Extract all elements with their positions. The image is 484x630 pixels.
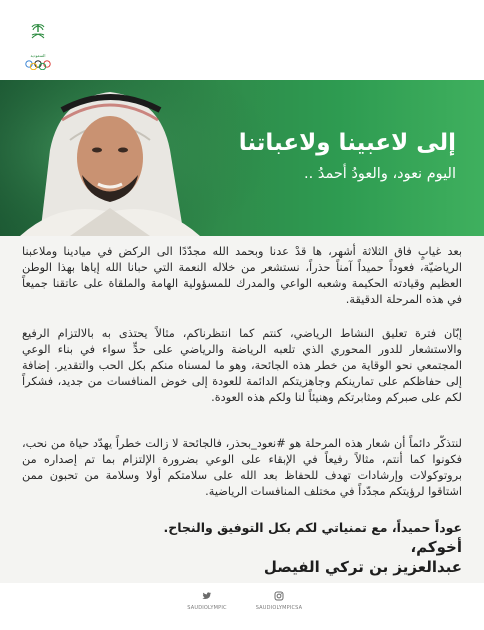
paragraph-2	[22, 326, 462, 406]
palm-swords-icon	[29, 22, 47, 40]
instagram-handle: SAUDIOLYMPICSA	[255, 605, 303, 611]
paragraph-text: لنتذكّر دائماً أن شعار هذه المرحلة هو #نعود_بحذر، فالجائحة لا زالت خطراً يهدّد حياة من نحب، فكونوا كما أنتم، مثالاً رفيعاً في الإبقاء على الوعي بضرورة الإلتزام بما تم إصداره من بروتوكولات وإرشادات تهدف للحفاظ بعد الله على سلامتكم أولا وسلامة من تحبون ممن اشتاقوا لرؤيتكم مجدّداً في مختلف المنافسات الرياضية.	[22, 437, 462, 498]
portrait-image	[0, 80, 260, 236]
signature-block	[22, 518, 462, 577]
olympic-rings-icon	[23, 60, 53, 70]
twitter-handle: SAUDIOLYMPIC	[187, 605, 227, 611]
instagram-link[interactable]	[244, 591, 314, 611]
paragraph-text: بعد غيابٍ فاق الثلاثة أشهر، ها قدْ عدنا وبحمد الله مجدّدًا الى الركض في ميادينا وملاعبنا الرياضيّة، فعوداً حميداً آمناً حذراً، نستشعر من خلاله النعمة التي حبانا الله إياها بهذا الوطن العظيم وقيادته الحكيمة وشعبه الواعي والمدرك للمسؤولية الهامة والملقاة على عاتقنا جميعاً في هذه المرحلة الدقيقة.	[22, 245, 462, 306]
saudi-olympic-logo	[22, 22, 54, 72]
footer	[0, 583, 484, 630]
signer-name: عبدالعزيز بن تركي الفيصل	[263, 558, 462, 576]
banner-headline: إلى لاعبينا ولاعباتنا	[238, 130, 456, 156]
closing-line: عوداً حميداً، مع تمنياتي لكم بكل التوفيق والنجاح.	[163, 520, 462, 535]
logo-text: السعودية	[30, 53, 46, 58]
banner-subline: اليوم نعود، والعودُ أحمدُ ..	[304, 166, 456, 182]
twitter-icon	[202, 591, 212, 601]
paragraph-3	[22, 436, 462, 500]
paragraph-text: إبّان فترة تعليق النشاط الرياضي، كنتم كما انتظرناكم، مثالاً يحتذى به بالالتزام الرفيع والاستشعار للدور المحوري الذي تلعبه الرياضة والرياضي على حدٍّ سواء في بناء الوعي المجتمعي نحو الوقاية من خطر هذه الجائحة، وهو ما لمسناه منكم بكل الحب والتقدير. إضافة إلى حفاظكم على تمارينكم وجاهزيتكم الدائمة للعودة إلى خوض المنافسات من جديد، فشكراً لكم على صبركم ومثابرتكم وهنيئاً لنا ولكم هذه العودة.	[22, 327, 462, 404]
paragraph-1	[22, 244, 462, 308]
instagram-icon	[274, 591, 284, 601]
brother-line: أخوكم،	[410, 538, 462, 556]
twitter-link[interactable]	[172, 591, 242, 611]
header-area	[0, 0, 484, 80]
hero-banner	[0, 80, 484, 236]
